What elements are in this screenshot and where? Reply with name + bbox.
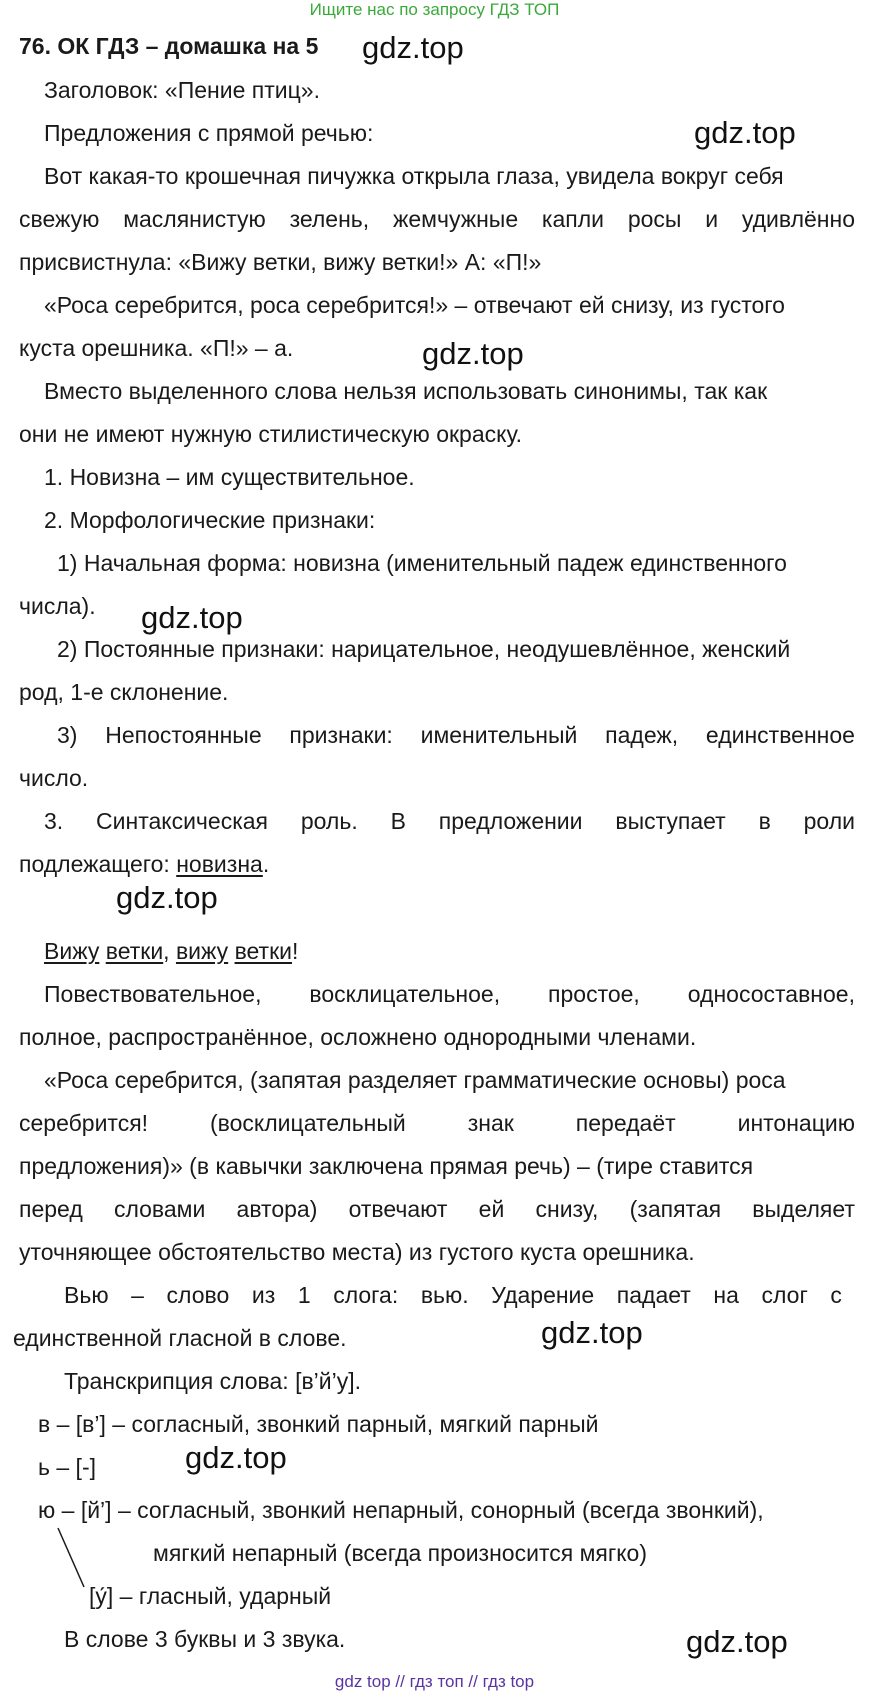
word: предложении (438, 808, 583, 834)
word: отвечают (348, 1196, 448, 1222)
underlined-word: новизна (176, 851, 263, 877)
phonetic-line: ю – [й’] – согласный, звонкий непарный, сонорный (всегда звонкий), (38, 1497, 764, 1523)
watermark: gdz.top (116, 880, 218, 915)
paragraph-line: Вот какая-то крошечная пичужка открыла глаза, увидела вокруг себя (44, 163, 784, 189)
word: 1 (297, 1282, 311, 1308)
word: простое, (548, 981, 640, 1007)
word: росы (627, 206, 682, 232)
word: В (390, 808, 406, 834)
word: Повествовательное, (44, 981, 262, 1007)
word: серебрится! (19, 1110, 149, 1136)
phonetic-line: в – [в’] – согласный, звонкий парный, мягкий парный (38, 1411, 599, 1437)
top-banner: Ищите нас по запросу ГДЗ ТОП (309, 0, 560, 19)
word: снизу, (535, 1196, 599, 1222)
word: в (758, 808, 771, 834)
word: восклицательное, (309, 981, 501, 1007)
phonetic-line: мягкий непарный (всегда произносится мягко) (153, 1540, 647, 1566)
list-text: . (262, 851, 270, 877)
word: 3. (44, 808, 64, 834)
word: признаки: (289, 722, 393, 748)
paragraph-line: они не имеют нужную стилистическую окраску. (19, 421, 523, 447)
word: Вью (64, 1282, 109, 1308)
word: передаёт (575, 1110, 676, 1136)
word: Непостоянные (105, 722, 262, 748)
phonetic-line: [у́] – гласный, ударный (89, 1583, 332, 1609)
list-item: 2. Морфологические признаки: (44, 507, 376, 533)
paragraph-line: уточняющее обстоятельство места) из густого куста орешника. (19, 1239, 695, 1265)
footer-links: gdz top // гдз топ // гдз top (334, 1672, 535, 1691)
list-item: род, 1-е склонение. (19, 679, 229, 705)
word: слога: (333, 1282, 399, 1308)
word: единственное (705, 722, 855, 748)
word: – (131, 1282, 144, 1308)
watermark: gdz.top (541, 1315, 643, 1350)
word: роли (803, 808, 855, 834)
list-item: 1. Новизна – им существительное. (44, 464, 415, 490)
paragraph-line: предложения)» (в кавычки заключена прямая речь) – (тире ставится (19, 1153, 754, 1179)
word: автора) (236, 1196, 318, 1222)
list-item: 1) Начальная форма: новизна (именительный падеж единственного (57, 550, 787, 576)
object-word: ветки (105, 938, 164, 964)
word: зелень, (289, 206, 370, 232)
list-item: 2) Постоянные признаки: нарицательное, неодушевлённое, женский (57, 636, 791, 662)
object-word: ветки (234, 938, 292, 964)
word: интонацию (737, 1110, 855, 1136)
list-item: числа). (19, 593, 96, 619)
word: роль. (300, 808, 358, 834)
phonetic-line: ь – [-] (38, 1454, 96, 1480)
punct: , (163, 938, 176, 964)
word: капли (541, 206, 605, 232)
word: знак (467, 1110, 514, 1136)
word: свежую (19, 206, 100, 232)
word: перед (19, 1196, 83, 1222)
watermark: gdz.top (422, 336, 524, 371)
paragraph-line: полное, распространённое, осложнено однородными членами. (19, 1024, 697, 1050)
word: 3) (57, 722, 78, 748)
list-item: число. (19, 765, 89, 791)
word: Синтаксическая (96, 808, 269, 834)
word: выступает (615, 808, 726, 834)
punct: ! (292, 938, 299, 964)
word: удивлённо (741, 206, 855, 232)
word: Ударение (491, 1282, 595, 1308)
word: с (830, 1282, 842, 1308)
word: (восклицательный (210, 1110, 406, 1136)
phonetic-line: Транскрипция слова: [в’й’у]. (64, 1368, 362, 1394)
predicate-word: вижу (175, 938, 229, 964)
paragraph-line: присвистнула: «Вижу ветки, вижу ветки!» А: «П!» (19, 249, 542, 275)
word: словами (113, 1196, 206, 1222)
title-line: Заголовок: «Пение птиц». (44, 77, 320, 103)
paragraph-line: Вместо выделенного слова нельзя использовать синонимы, так как (44, 378, 768, 404)
paragraph-line: куста орешника. «П!» – а. (19, 335, 294, 361)
paragraph-line: «Роса серебрится, роса серебрится!» – отвечают ей снизу, из густого (44, 292, 785, 318)
phonetic-line: В слове 3 буквы и 3 звука. (64, 1626, 346, 1652)
word: и (705, 206, 719, 232)
word: выделяет (752, 1196, 855, 1222)
exercise-heading: 76. ОК ГДЗ – домашка на 5 (19, 33, 319, 59)
word: (запятая (629, 1196, 722, 1222)
word: падает (616, 1282, 691, 1308)
word: вью. (420, 1282, 469, 1308)
word: падеж, (605, 722, 679, 748)
list-text: подлежащего: (19, 851, 177, 877)
watermark: gdz.top (185, 1440, 287, 1475)
word: маслянистую (123, 206, 266, 232)
watermark: gdz.top (686, 1624, 788, 1659)
watermark: gdz.top (694, 115, 796, 150)
word: из (251, 1282, 276, 1308)
phonetic-line: единственной гласной в слове. (13, 1325, 347, 1351)
word: слово (166, 1282, 230, 1308)
word: односоставное, (687, 981, 855, 1007)
watermark: gdz.top (141, 600, 243, 635)
paragraph-line: «Роса серебрится, (запятая разделяет грамматические основы) роса (44, 1067, 786, 1093)
watermark: gdz.top (362, 30, 464, 65)
predicate-word: Вижу (44, 938, 100, 964)
direct-speech-label: Предложения с прямой речью: (44, 120, 374, 146)
word: жемчужные (392, 206, 519, 232)
word: ей (478, 1196, 505, 1222)
word: на (713, 1282, 739, 1308)
word: именительный (420, 722, 578, 748)
word: слог (761, 1282, 808, 1308)
